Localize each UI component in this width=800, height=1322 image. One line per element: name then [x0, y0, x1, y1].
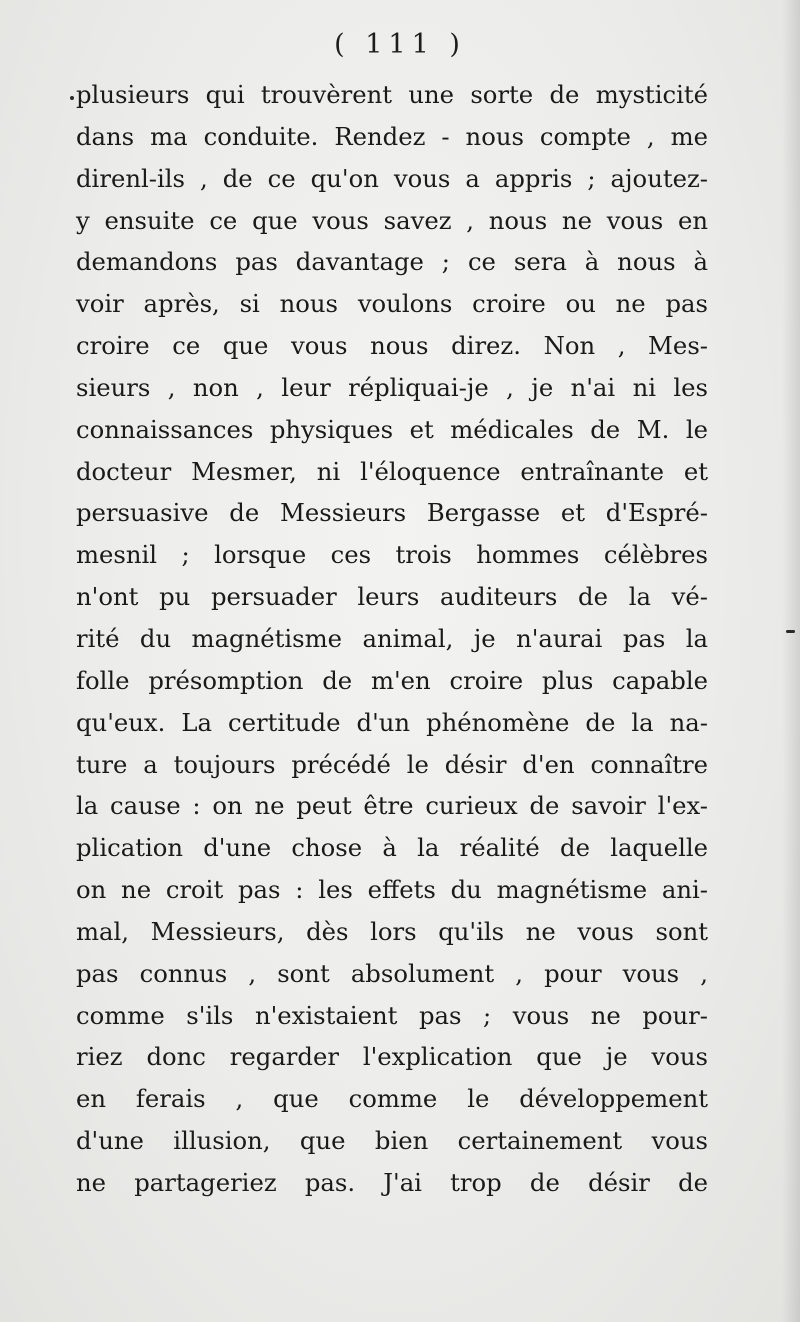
text-line: sieurs , non , leur répliquai-je , je n'ai ni les: [76, 372, 708, 402]
text-line: d'une illusion, que bien certainement vous: [76, 1126, 708, 1156]
text-line: demandons pas davantage ; ce sera à nous à: [76, 247, 708, 277]
text-line: folle présomption de m'en croire plus capable: [76, 665, 708, 695]
text-line: persuasive de Messieurs Bergasse et d'Espré-: [76, 498, 708, 528]
text-line: docteur Mesmer, ni l'éloquence entraînante et: [76, 456, 708, 486]
text-line: on ne croit pas : les effets du magnétisme ani-: [76, 875, 708, 905]
text-line: pas connus , sont absolument , pour vous ,: [76, 958, 708, 988]
text-line: n'ont pu persuader leurs auditeurs de la vé-: [76, 582, 708, 612]
body-text: [76, 74, 708, 1204]
text-line: mal, Messieurs, dès lors qu'ils ne vous sont: [76, 916, 708, 946]
text-line: croire ce que vous nous direz. Non , Mes-: [76, 331, 708, 361]
ink-speck: [70, 96, 74, 100]
text-line: ne partageriez pas. J'ai trop de désir de: [76, 1167, 708, 1197]
text-line: connaissances physiques et médicales de M. le: [76, 414, 708, 444]
text-line: riez donc regarder l'explication que je vous: [76, 1042, 708, 1072]
page-edge-shadow: [782, 0, 800, 1322]
text-line: comme s'ils n'existaient pas ; vous ne pour-: [76, 1000, 708, 1030]
text-line: en ferais , que comme le développement: [76, 1084, 708, 1114]
text-line: plusieurs qui trouvèrent une sorte de mysticité: [76, 80, 708, 109]
page-number: ( 111 ): [334, 29, 466, 60]
text-line: direnl-ils , de ce qu'on vous a appris ; ajoutez-: [76, 163, 708, 193]
text-line: voir après, si nous voulons croire ou ne pas: [76, 289, 708, 319]
text-line: mesnil ; lorsque ces trois hommes célèbres: [76, 540, 708, 570]
text-line: qu'eux. La certitude d'un phénomène de la na-: [76, 707, 708, 737]
text-line: la cause : on ne peut être curieux de savoir l'ex-: [76, 791, 708, 821]
text-line: ture a toujours précédé le désir d'en connaître: [76, 749, 708, 779]
text-line: plication d'une chose à la réalité de laquelle: [76, 833, 708, 863]
text-line: rité du magnétisme animal, je n'aurai pas la: [76, 623, 708, 653]
text-line: y ensuite ce que vous savez , nous ne vous en: [76, 205, 708, 235]
ink-speck: [786, 630, 795, 633]
text-line: dans ma conduite. Rendez - nous compte , me: [76, 121, 708, 151]
